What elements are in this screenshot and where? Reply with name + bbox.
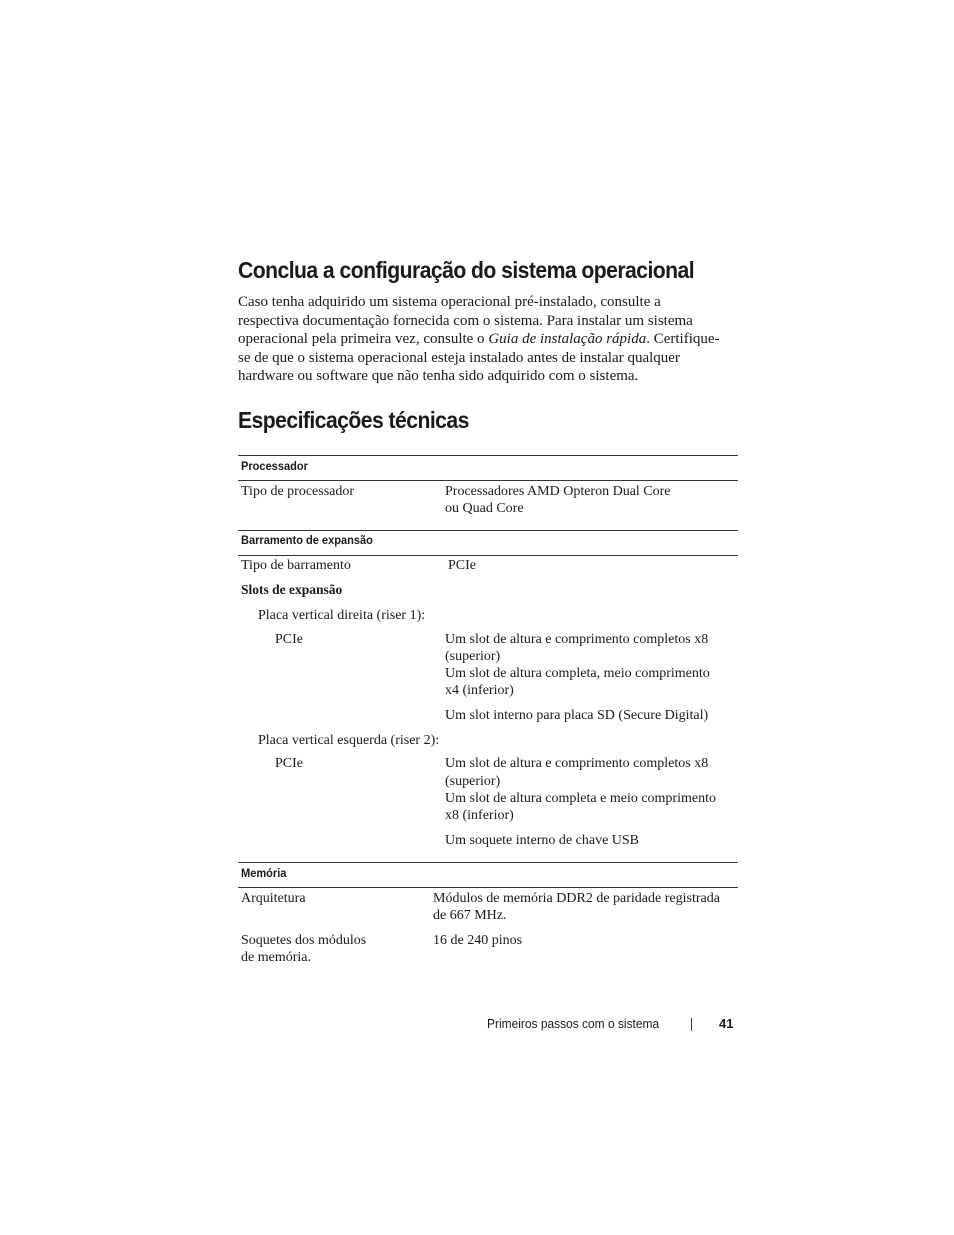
spec-value: Um slot interno para placa SD (Secure Digital) [445, 708, 709, 723]
spec-value: de 667 MHz. [433, 908, 507, 923]
spec-label: PCIe [275, 756, 303, 771]
paragraph-line: Caso tenha adquirido um sistema operacional pré-instalado, consulte a [238, 294, 661, 310]
table-section-title: Memória [241, 866, 287, 880]
table-rule [238, 455, 738, 456]
footer-title: Primeiros passos com o sistema [487, 1016, 660, 1031]
intro-paragraph [238, 293, 738, 386]
page-number: 41 [719, 1016, 734, 1031]
spec-value: x4 (inferior) [445, 683, 514, 698]
spec-value: ou Quad Core [445, 501, 524, 516]
spec-label: Tipo de processador [241, 484, 355, 499]
paragraph-line [238, 330, 738, 349]
section-heading-specifications: Especificações técnicas [238, 407, 469, 433]
spec-label: Arquitetura [241, 891, 306, 906]
paragraph-line: hardware ou software que não tenha sido adquirido com o sistema. [238, 368, 639, 385]
paragraph-text: . Certifique- [646, 331, 720, 348]
spec-label: de memória. [241, 950, 311, 965]
spec-label: Soquetes dos módulos [241, 933, 367, 948]
paragraph-text: operacional pela primeira vez, consulte o [238, 331, 489, 348]
spec-value: 16 de 240 pinos [433, 933, 523, 948]
section-heading-os-setup: Conclua a configuração do sistema operacional [238, 257, 695, 283]
spec-label: Placa vertical direita (riser 1): [258, 608, 426, 623]
spec-value: PCIe [448, 558, 476, 573]
table-rule [238, 887, 738, 888]
spec-value: Um slot de altura e comprimento completos x8 [445, 756, 709, 771]
table-section-title: Processador [241, 459, 308, 473]
spec-value: Um slot de altura e comprimento completos x8 [445, 632, 709, 647]
spec-value: Processadores AMD Opteron Dual Core [445, 484, 671, 499]
spec-subheading: Slots de expansão [241, 582, 343, 597]
table-rule [238, 480, 738, 481]
guide-title-italic: Guia de instalação rápida [488, 331, 647, 348]
spec-value: Módulos de memória DDR2 de paridade registrada [433, 891, 720, 906]
spec-value: Um soquete interno de chave USB [445, 833, 640, 848]
table-rule [238, 530, 738, 531]
spec-value: Um slot de altura completa e meio comprimento [445, 791, 716, 806]
spec-value: (superior) [445, 649, 501, 664]
spec-value: (superior) [445, 774, 501, 789]
spec-label: PCIe [275, 632, 303, 647]
spec-label: Tipo de barramento [241, 558, 351, 573]
table-rule [238, 862, 738, 863]
paragraph-line: respectiva documentação fornecida com o sistema. Para instalar um sistema [238, 312, 693, 329]
table-rule [238, 555, 738, 556]
paragraph-line: se de que o sistema operacional esteja instalado antes de instalar qualquer [238, 349, 680, 366]
spec-label: Placa vertical esquerda (riser 2): [258, 733, 440, 748]
spec-value: x8 (inferior) [445, 808, 514, 823]
footer-separator [691, 1018, 692, 1031]
table-section-title: Barramento de expansão [241, 533, 373, 547]
spec-value: Um slot de altura completa, meio comprimento [445, 666, 710, 681]
